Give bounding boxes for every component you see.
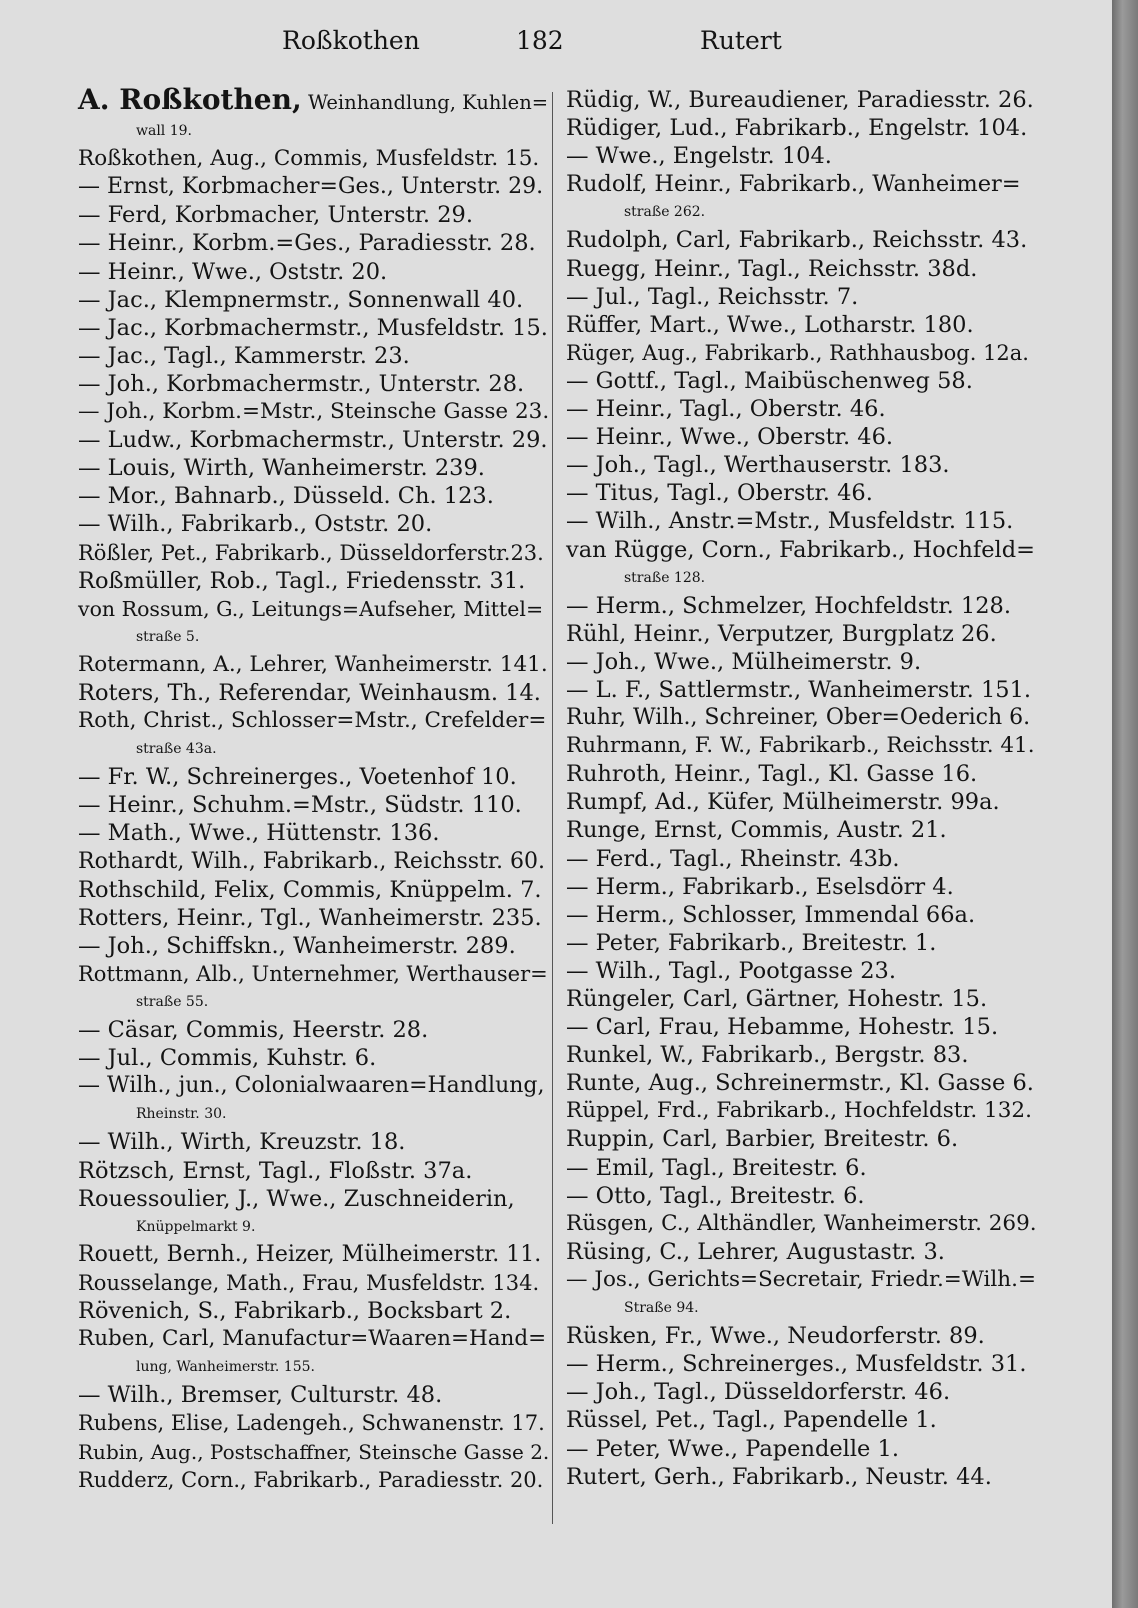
column-divider — [552, 92, 553, 1524]
directory-entry-continuation — [78, 1100, 548, 1128]
entry-text: Rötzsch, Ernst, Tagl., Floßstr. 37a. — [78, 1157, 473, 1184]
left-column — [78, 83, 550, 1494]
entry-text: Rüsken, Fr., Wwe., Neudorferstr. 89. — [566, 1323, 985, 1350]
directory-entry — [78, 1016, 548, 1044]
entry-text: Roters, Th., Referendar, Weinhausm. 14. — [78, 679, 541, 706]
directory-entry — [566, 226, 1036, 254]
entry-text: — Wilh., Wirth, Kreuzstr. 18. — [78, 1129, 406, 1156]
directory-entry — [78, 1438, 548, 1466]
directory-entry — [78, 258, 548, 286]
directory-entry — [566, 536, 1036, 564]
entry-text: Rudolf, Heinr., Fabrikarb., Wanheimer= — [566, 171, 1021, 198]
entry-text: — Herm., Fabrikarb., Eselsdörr 4. — [566, 873, 954, 900]
directory-entry — [566, 1406, 1036, 1434]
entry-text: — Joh., Wwe., Mülheimerstr. 9. — [566, 648, 922, 675]
directory-entry-continuation — [78, 117, 548, 145]
directory-entry — [78, 1157, 548, 1185]
entry-text: Straße 94. — [624, 1300, 699, 1317]
directory-entry — [78, 1325, 548, 1353]
entry-text: — Herm., Schmelzer, Hochfeldstr. 128. — [566, 592, 1012, 619]
entry-text: — Heinr., Wwe., Oststr. 20. — [78, 258, 388, 285]
right-column — [566, 86, 1036, 1491]
entry-text: Rüsgen, C., Althändler, Wanheimerstr. 269. — [566, 1210, 1037, 1236]
directory-entry — [566, 732, 1036, 760]
entry-text: Rößler, Pet., Fabrikarb., Düsseldorferstr.23. — [78, 540, 544, 565]
entry-text: Ruhroth, Heinr., Tagl., Kl. Gasse 16. — [566, 761, 978, 788]
directory-entry — [566, 114, 1036, 142]
entry-text: — Wilh., Anstr.=Mstr., Musfeldstr. 115. — [566, 508, 1014, 535]
entry-text: straße 128. — [624, 569, 706, 586]
entry-text: Ruppin, Carl, Barbier, Breitestr. 6. — [566, 1126, 959, 1153]
directory-entry — [566, 1350, 1036, 1378]
entry-text: wall 19. — [136, 123, 192, 140]
entry-text: — Jul., Commis, Kuhstr. 6. — [78, 1045, 377, 1072]
directory-entry — [566, 339, 1036, 367]
directory-entry — [78, 1409, 548, 1437]
header-right-keyword: Rutert — [700, 26, 782, 55]
entry-text: — Otto, Tagl., Breitestr. 6. — [566, 1182, 865, 1209]
entry-text: Rüppel, Frd., Fabrikarb., Hochfeldstr. 132. — [566, 1098, 1032, 1124]
entry-text: — Joh., Korbm.=Mstr., Steinsche Gasse 23. — [78, 399, 550, 425]
entry-text: — Emil, Tagl., Breitestr. 6. — [566, 1154, 867, 1181]
entry-text: — Peter, Fabrikarb., Breitestr. 1. — [566, 929, 937, 956]
entry-text: — Jac., Korbmachermstr., Musfeldstr. 15. — [78, 314, 548, 341]
directory-entry — [566, 1463, 1036, 1491]
directory-entry-continuation — [78, 988, 548, 1016]
entry-text: — Mor., Bahnarb., Düsseld. Ch. 123. — [78, 483, 494, 510]
directory-entry — [78, 426, 548, 454]
directory-entry — [566, 1210, 1036, 1238]
entry-text: — Heinr., Schuhm.=Mstr., Südstr. 110. — [78, 792, 522, 819]
directory-entry — [78, 1381, 548, 1409]
entry-text: — Wilh., Fabrikarb., Oststr. 20. — [78, 511, 433, 538]
directory-entry — [566, 507, 1036, 535]
directory-entry — [566, 170, 1036, 198]
entry-text: von Rossum, G., Leitungs=Aufseher, Mittel= — [78, 596, 544, 621]
directory-entry — [566, 1266, 1036, 1294]
directory-entry — [566, 788, 1036, 816]
directory-entry — [78, 482, 548, 510]
entry-text: straße 262. — [624, 204, 706, 221]
directory-entry — [78, 595, 548, 623]
entry-text: Rothardt, Wilh., Fabrikarb., Reichsstr. 60. — [78, 848, 545, 874]
entry-text: — Titus, Tagl., Oberstr. 46. — [566, 480, 873, 507]
entry-text: Rothschild, Felix, Commis, Knüppelm. 7. — [78, 876, 542, 903]
entry-text: — Jul., Tagl., Reichsstr. 7. — [566, 283, 859, 310]
entry-text: Rüsing, C., Lehrer, Augustastr. 3. — [566, 1238, 945, 1265]
directory-entry — [78, 370, 548, 398]
entry-text: Rotermann, A., Lehrer, Wanheimerstr. 141. — [78, 651, 548, 677]
directory-entry — [566, 311, 1036, 339]
directory-entry — [566, 873, 1036, 901]
entry-text: Rouett, Bernh., Heizer, Mülheimerstr. 11. — [78, 1241, 542, 1267]
directory-entry — [78, 651, 548, 679]
directory-entry — [566, 86, 1036, 114]
entry-text: — Fr. W., Schreinerges., Voetenhof 10. — [78, 764, 517, 791]
directory-entry — [78, 932, 548, 960]
entry-text: lung, Wanheimerstr. 155. — [136, 1359, 315, 1376]
directory-entry — [78, 904, 548, 932]
directory-entry — [566, 367, 1036, 395]
entry-text: — Wilh., Tagl., Pootgasse 23. — [566, 957, 896, 984]
entry-text: — Ferd., Tagl., Rheinstr. 43b. — [566, 845, 900, 872]
entry-text: Runge, Ernst, Commis, Austr. 21. — [566, 817, 947, 844]
entry-text: — Math., Wwe., Hüttenstr. 136. — [78, 820, 440, 847]
directory-entry — [566, 255, 1036, 283]
directory-entry — [78, 679, 548, 707]
directory-entry — [78, 1044, 548, 1072]
entry-text: Rouessoulier, J., Wwe., Zuschneiderin, — [78, 1185, 515, 1212]
entry-text: — Carl, Frau, Hebamme, Hohestr. 15. — [566, 1014, 999, 1041]
directory-entry — [566, 1125, 1036, 1153]
directory-entry — [78, 83, 549, 117]
directory-entry — [78, 1297, 548, 1325]
entry-text: — Jac., Klempnermstr., Sonnenwall 40. — [78, 286, 524, 313]
entry-text: — Ludw., Korbmachermstr., Unterstr. 29. — [78, 427, 548, 454]
entry-text: Ruegg, Heinr., Tagl., Reichsstr. 38d. — [566, 255, 978, 282]
directory-entry — [78, 510, 548, 538]
entry-text: — Herm., Schreinerges., Musfeldstr. 31. — [566, 1351, 1027, 1378]
entry-text: Rüffer, Mart., Wwe., Lotharstr. 180. — [566, 311, 974, 338]
directory-entry — [78, 201, 548, 229]
entry-text: Roßkothen, Aug., Commis, Musfeldstr. 15. — [78, 146, 540, 172]
entry-text: — Wilh., jun., Colonialwaaren=Handlung, — [78, 1073, 545, 1099]
entry-text: — Joh., Korbmachermstr., Unterstr. 28. — [78, 370, 525, 397]
directory-entry — [566, 1013, 1036, 1041]
directory-entry — [566, 1182, 1036, 1210]
directory-entry — [78, 707, 548, 735]
entry-text: Weinhandlung, Kuhlen= — [307, 91, 549, 114]
entry-text: Rutert, Gerh., Fabrikarb., Neustr. 44. — [566, 1463, 992, 1490]
directory-entry — [78, 314, 548, 342]
directory-entry — [566, 901, 1036, 929]
entry-text: Rottmann, Alb., Unternehmer, Werthauser= — [78, 961, 548, 986]
entry-text: Rüssel, Pet., Tagl., Papendelle 1. — [566, 1407, 937, 1434]
directory-entry-continuation — [566, 198, 1036, 226]
entry-text: — Cäsar, Commis, Heerstr. 28. — [78, 1017, 429, 1044]
book-binding-edge — [1112, 0, 1138, 1608]
directory-entry — [78, 848, 548, 876]
entry-text: — Joh., Tagl., Werthauserstr. 183. — [566, 452, 950, 479]
directory-entry — [566, 676, 1036, 704]
directory-entry — [566, 845, 1036, 873]
directory-entry — [566, 1378, 1036, 1406]
entry-text: — Heinr., Wwe., Oberstr. 46. — [566, 424, 894, 451]
directory-entry-continuation — [78, 623, 548, 651]
entry-text: — Ferd, Korbmacher, Unterstr. 29. — [78, 202, 473, 229]
entry-text: Rühl, Heinr., Verputzer, Burgplatz 26. — [566, 620, 997, 647]
entry-text: — Jac., Tagl., Kammerstr. 23. — [78, 342, 410, 369]
directory-entry — [566, 1041, 1036, 1069]
entry-text: — Peter, Wwe., Papendelle 1. — [566, 1435, 899, 1462]
directory-entry — [566, 1097, 1036, 1125]
entry-text: Knüppelmarkt 9. — [136, 1218, 256, 1235]
directory-entry — [566, 1435, 1036, 1463]
entry-text: — L. F., Sattlermstr., Wanheimerstr. 151. — [566, 676, 1032, 703]
entry-text: — Heinr., Korbm.=Ges., Paradiesstr. 28. — [78, 230, 536, 257]
entry-text: straße 43a. — [136, 741, 217, 758]
directory-entry — [566, 1238, 1036, 1266]
entry-text: Ruhrmann, F. W., Fabrikarb., Reichsstr. 41. — [566, 733, 1035, 759]
entry-text: — Gottf., Tagl., Maibüschenweg 58. — [566, 367, 973, 394]
directory-entry — [566, 395, 1036, 423]
header-left-keyword: Roßkothen — [282, 26, 420, 55]
entry-text: — Ernst, Korbmacher=Ges., Unterstr. 29. — [78, 174, 544, 200]
entry-text: van Rügge, Corn., Fabrikarb., Hochfeld= — [566, 536, 1035, 563]
entry-text: Roth, Christ., Schlosser=Mstr., Crefelder= — [78, 708, 547, 734]
directory-entry — [78, 567, 548, 595]
entry-text: — Wilh., Bremser, Culturstr. 48. — [78, 1382, 443, 1409]
directory-entry — [78, 1185, 548, 1213]
entry-text: Rubens, Elise, Ladengeh., Schwanenstr. 17. — [78, 1411, 545, 1436]
entry-text: — Joh., Tagl., Düsseldorferstr. 46. — [566, 1379, 951, 1406]
page-number: 182 — [516, 26, 564, 55]
directory-entry — [566, 283, 1036, 311]
directory-entry — [566, 479, 1036, 507]
directory-entry — [78, 229, 548, 257]
directory-entry — [78, 1466, 548, 1494]
directory-entry — [566, 451, 1036, 479]
directory-entry — [78, 539, 548, 567]
entry-text: Runte, Aug., Schreinermstr., Kl. Gasse 6. — [566, 1070, 1034, 1097]
entry-text: — Herm., Schlosser, Immendal 66a. — [566, 901, 976, 928]
running-header — [0, 22, 1112, 62]
entry-text: Rheinstr. 30. — [136, 1106, 227, 1123]
directory-entry — [566, 592, 1036, 620]
entry-text: Runkel, W., Fabrikarb., Bergstr. 83. — [566, 1042, 969, 1069]
directory-entry — [566, 985, 1036, 1013]
entry-text: Rotters, Heinr., Tgl., Wanheimerstr. 235. — [78, 904, 542, 931]
entry-text: — Louis, Wirth, Wanheimerstr. 239. — [78, 455, 485, 482]
entry-text: Rüdiger, Lud., Fabrikarb., Engelstr. 104. — [566, 115, 1028, 142]
directory-entry — [566, 648, 1036, 676]
directory-entry — [78, 1241, 548, 1269]
directory-entry — [78, 342, 548, 370]
directory-entry — [566, 1069, 1036, 1097]
directory-entry-continuation — [566, 564, 1036, 592]
directory-entry — [78, 791, 548, 819]
entry-text: Rumpf, Ad., Küfer, Mülheimerstr. 99a. — [566, 789, 1000, 816]
directory-entry — [78, 763, 548, 791]
directory-entry — [566, 1154, 1036, 1182]
directory-entry — [78, 145, 548, 173]
entry-text: Rüngeler, Carl, Gärtner, Hohestr. 15. — [566, 986, 988, 1012]
entry-text: Rüger, Aug., Fabrikarb., Rathhausbog. 12a. — [566, 340, 1029, 365]
directory-entry-continuation — [78, 1213, 548, 1241]
directory-entry — [566, 816, 1036, 844]
directory-entry — [78, 454, 548, 482]
directory-entry — [78, 398, 548, 426]
directory-entry-continuation — [78, 735, 548, 763]
entry-text: Rudderz, Corn., Fabrikarb., Paradiesstr. 20. — [78, 1467, 544, 1492]
directory-entry — [78, 1072, 548, 1100]
entry-text: Rüdig, W., Bureaudiener, Paradiesstr. 26. — [566, 87, 1034, 113]
directory-entry — [78, 960, 548, 988]
entry-text: Ruhr, Wilh., Schreiner, Ober=Oederich 6. — [566, 705, 1031, 731]
entry-text: straße 55. — [136, 994, 209, 1010]
entry-text: Roßmüller, Rob., Tagl., Friedensstr. 31. — [78, 567, 526, 594]
directory-entry — [78, 173, 548, 201]
entry-text: — Joh., Schiffskn., Wanheimerstr. 289. — [78, 932, 516, 959]
entry-text: Ruben, Carl, Manufactur=Waaren=Hand= — [78, 1326, 547, 1352]
directory-entry — [78, 876, 548, 904]
directory-entry — [566, 704, 1036, 732]
entry-text: straße 5. — [136, 628, 200, 645]
directory-entry-continuation — [78, 1353, 548, 1381]
directory-entry — [566, 957, 1036, 985]
firm-name: A. Roßkothen, — [78, 83, 302, 116]
entry-text: — Jos., Gerichts=Secretair, Friedr.=Wilh.= — [566, 1266, 1036, 1292]
entry-text: — Heinr., Tagl., Oberstr. 46. — [566, 396, 886, 423]
directory-entry — [566, 760, 1036, 788]
directory-entry — [566, 142, 1036, 170]
directory-entry-continuation — [566, 1294, 1036, 1322]
entry-text: Rövenich, S., Fabrikarb., Bocksbart 2. — [78, 1298, 512, 1325]
directory-entry — [566, 423, 1036, 451]
directory-entry — [78, 819, 548, 847]
directory-entry — [78, 286, 548, 314]
directory-entry — [566, 929, 1036, 957]
directory-entry — [566, 1322, 1036, 1350]
entry-text: — Wwe., Engelstr. 104. — [566, 143, 832, 170]
entry-text: Rudolph, Carl, Fabrikarb., Reichsstr. 43. — [566, 227, 1028, 254]
entry-text: Rubin, Aug., Postschaffner, Steinsche Gasse 2. — [78, 1439, 550, 1464]
directory-entry — [566, 620, 1036, 648]
directory-entry — [78, 1269, 548, 1297]
directory-entry — [78, 1128, 548, 1156]
entry-text: Rousselange, Math., Frau, Musfeldstr. 134. — [78, 1270, 540, 1295]
